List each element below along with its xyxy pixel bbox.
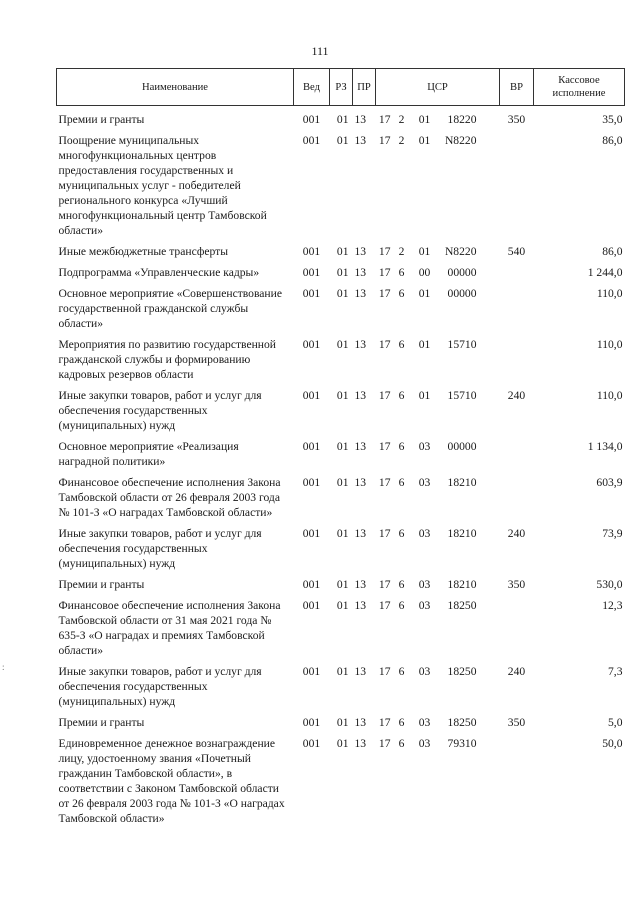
row-name: Основное мероприятие «Реализация наградной политики» <box>58 440 239 468</box>
table-row <box>57 133 625 244</box>
row-csr <box>376 106 500 134</box>
row-vr: 350 <box>507 716 526 729</box>
row-ved: 001 <box>302 578 321 591</box>
table-row <box>57 526 625 577</box>
csr-part: 03 <box>418 578 431 591</box>
row-pr: 13 <box>354 266 367 279</box>
csr-part: 17 <box>378 737 391 750</box>
row-vr <box>500 598 534 664</box>
row-sum: 86,0 <box>602 245 623 258</box>
csr-part: 2 <box>398 113 405 126</box>
csr-part: 00 <box>418 266 431 279</box>
row-rz: 01 <box>336 665 349 678</box>
csr-part: 17 <box>378 134 391 147</box>
csr-part: 18250 <box>447 716 477 729</box>
table-header <box>57 69 625 106</box>
csr-part: 01 <box>418 134 431 147</box>
row-pr: 13 <box>354 389 367 402</box>
row-vr: 240 <box>507 527 526 540</box>
row-csr <box>376 337 500 388</box>
csr-code <box>376 244 500 259</box>
header-vr: ВР <box>500 69 534 106</box>
csr-code <box>376 664 500 679</box>
csr-part: N8220 <box>444 245 477 258</box>
csr-part: 01 <box>418 389 431 402</box>
row-rz: 01 <box>336 716 349 729</box>
row-csr <box>376 265 500 286</box>
row-ved: 001 <box>302 665 321 678</box>
row-rz: 01 <box>336 266 349 279</box>
row-rz: 01 <box>336 338 349 351</box>
row-vr: 350 <box>507 113 526 126</box>
csr-code <box>376 598 500 613</box>
csr-part: 15710 <box>447 389 477 402</box>
csr-part: 2 <box>398 245 405 258</box>
row-sum: 110,0 <box>596 389 623 402</box>
row-pr: 13 <box>354 440 367 453</box>
row-csr <box>376 736 500 832</box>
header-csr: ЦСР <box>376 69 500 106</box>
csr-part: 17 <box>378 113 391 126</box>
row-sum: 50,0 <box>602 737 623 750</box>
row-name: Финансовое обеспечение исполнения Закона Тамбовской области от 31 мая 2021 года № 635-З «О наградах и премиях Тамбовской области» <box>58 599 281 657</box>
row-name: Премии и гранты <box>58 716 145 729</box>
csr-part: 6 <box>398 716 405 729</box>
row-sum: 7,3 <box>608 665 623 678</box>
table-row <box>57 286 625 337</box>
csr-part: 17 <box>378 338 391 351</box>
row-name: Мероприятия по развитию государственной гражданской службы и формированию кадровых резервов области <box>58 338 276 381</box>
row-name: Поощрение муниципальных многофункциональных центров предоставления государственных и муниципальных услуг - победителей регионального конкурса «Лучший многофункциональный центр Тамбовской области» <box>58 134 267 237</box>
table-row <box>57 664 625 715</box>
row-name: Подпрограмма «Управленческие кадры» <box>58 266 260 279</box>
row-sum: 530,0 <box>596 578 623 591</box>
csr-code <box>376 388 500 403</box>
csr-part: 03 <box>418 527 431 540</box>
row-ved: 001 <box>302 338 321 351</box>
row-rz: 01 <box>336 440 349 453</box>
csr-part: 6 <box>398 440 405 453</box>
row-vr <box>500 265 534 286</box>
header-rz: РЗ <box>330 69 353 106</box>
header-ved: Вед <box>294 69 330 106</box>
row-sum: 110,0 <box>596 287 623 300</box>
csr-code <box>376 133 500 148</box>
row-rz: 01 <box>336 527 349 540</box>
csr-part: 03 <box>418 476 431 489</box>
row-sum: 1 244,0 <box>587 266 623 279</box>
csr-part: 6 <box>398 665 405 678</box>
csr-part: 01 <box>418 338 431 351</box>
csr-part: N8220 <box>444 134 477 147</box>
row-ved: 001 <box>302 134 321 147</box>
row-vr <box>500 736 534 832</box>
table-row <box>57 598 625 664</box>
row-name: Единовременное денежное вознаграждение лицу, удостоенному звания «Почетный гражданин Тамбовской области», в соответствии с Законом Тамбовской области от 26 февраля 2003 года № 101-З «О наградах Тамбовской области» <box>58 737 285 825</box>
header-pr: ПР <box>353 69 376 106</box>
row-csr <box>376 598 500 664</box>
csr-part: 6 <box>398 389 405 402</box>
row-pr: 13 <box>354 338 367 351</box>
row-rz: 01 <box>336 578 349 591</box>
row-sum: 86,0 <box>602 134 623 147</box>
csr-part: 17 <box>378 440 391 453</box>
row-name: Премии и гранты <box>58 578 145 591</box>
csr-part: 01 <box>418 287 431 300</box>
row-sum: 12,3 <box>602 599 623 612</box>
csr-code <box>376 265 500 280</box>
row-rz: 01 <box>336 134 349 147</box>
row-rz: 01 <box>336 287 349 300</box>
csr-part: 6 <box>398 578 405 591</box>
row-ved: 001 <box>302 737 321 750</box>
row-rz: 01 <box>336 599 349 612</box>
csr-part: 6 <box>398 287 405 300</box>
row-csr <box>376 526 500 577</box>
row-vr <box>500 475 534 526</box>
table-row <box>57 715 625 736</box>
row-rz: 01 <box>336 476 349 489</box>
row-csr <box>376 439 500 475</box>
row-csr <box>376 388 500 439</box>
row-vr <box>500 439 534 475</box>
table-row <box>57 577 625 598</box>
row-ved: 001 <box>302 266 321 279</box>
row-pr: 13 <box>354 113 367 126</box>
row-sum: 110,0 <box>596 338 623 351</box>
csr-code <box>376 286 500 301</box>
csr-code <box>376 577 500 592</box>
table-body <box>57 106 625 833</box>
csr-part: 17 <box>378 287 391 300</box>
row-name: Иные закупки товаров, работ и услуг для обеспечения государственных (муниципальных) нужд <box>58 665 262 708</box>
row-name: Иные закупки товаров, работ и услуг для обеспечения государственных (муниципальных) нужд <box>58 527 262 570</box>
row-vr <box>500 286 534 337</box>
csr-part: 03 <box>418 599 431 612</box>
csr-part: 18250 <box>447 665 477 678</box>
csr-code <box>376 526 500 541</box>
csr-part: 6 <box>398 476 405 489</box>
csr-part: 18210 <box>447 527 477 540</box>
row-pr: 13 <box>354 287 367 300</box>
row-vr <box>500 133 534 244</box>
row-ved: 001 <box>302 389 321 402</box>
row-csr <box>376 133 500 244</box>
row-ved: 001 <box>302 113 321 126</box>
margin-mark: : <box>2 662 5 672</box>
csr-part: 6 <box>398 338 405 351</box>
csr-part: 03 <box>418 665 431 678</box>
table-row <box>57 736 625 832</box>
csr-part: 18250 <box>447 599 477 612</box>
row-csr <box>376 286 500 337</box>
csr-part: 03 <box>418 440 431 453</box>
row-pr: 13 <box>354 665 367 678</box>
table-row <box>57 475 625 526</box>
row-ved: 001 <box>302 716 321 729</box>
row-rz: 01 <box>336 113 349 126</box>
table-row <box>57 439 625 475</box>
header-name: Наименование <box>57 69 294 106</box>
csr-code <box>376 337 500 352</box>
csr-part: 18220 <box>447 113 477 126</box>
row-sum: 5,0 <box>608 716 623 729</box>
csr-part: 18210 <box>447 476 477 489</box>
csr-part: 6 <box>398 266 405 279</box>
row-sum: 603,9 <box>596 476 623 489</box>
csr-part: 6 <box>398 737 405 750</box>
row-rz: 01 <box>336 389 349 402</box>
row-vr <box>500 337 534 388</box>
row-pr: 13 <box>354 245 367 258</box>
row-ved: 001 <box>302 599 321 612</box>
row-rz: 01 <box>336 737 349 750</box>
row-sum: 73,9 <box>602 527 623 540</box>
row-name: Финансовое обеспечение исполнения Закона Тамбовской области от 26 февраля 2003 года № 101-З «О наградах Тамбовской области» <box>58 476 281 519</box>
row-vr: 240 <box>507 665 526 678</box>
csr-part: 03 <box>418 716 431 729</box>
table-row <box>57 265 625 286</box>
row-pr: 13 <box>354 527 367 540</box>
row-name: Иные закупки товаров, работ и услуг для обеспечения государственных (муниципальных) нужд <box>58 389 262 432</box>
csr-part: 03 <box>418 737 431 750</box>
row-ved: 001 <box>302 245 321 258</box>
csr-part: 17 <box>378 476 391 489</box>
row-ved: 001 <box>302 527 321 540</box>
csr-part: 01 <box>418 245 431 258</box>
csr-part: 17 <box>378 599 391 612</box>
table-row <box>57 388 625 439</box>
csr-part: 6 <box>398 599 405 612</box>
row-pr: 13 <box>354 737 367 750</box>
csr-part: 00000 <box>447 440 477 453</box>
csr-part: 15710 <box>447 338 477 351</box>
row-csr <box>376 577 500 598</box>
csr-part: 17 <box>378 389 391 402</box>
budget-table <box>56 68 625 832</box>
row-csr <box>376 715 500 736</box>
page-number: 111 <box>311 44 329 58</box>
csr-part: 17 <box>378 578 391 591</box>
row-vr: 240 <box>507 389 526 402</box>
row-sum: 35,0 <box>602 113 623 126</box>
row-csr <box>376 244 500 265</box>
row-vr: 350 <box>507 578 526 591</box>
row-vr: 540 <box>507 245 526 258</box>
row-pr: 13 <box>354 134 367 147</box>
csr-code <box>376 439 500 454</box>
row-name: Основное мероприятие «Совершенствование государственной гражданской службы области» <box>58 287 282 330</box>
csr-part: 17 <box>378 527 391 540</box>
row-csr <box>376 475 500 526</box>
table-row <box>57 106 625 134</box>
csr-part: 17 <box>378 716 391 729</box>
row-pr: 13 <box>354 578 367 591</box>
row-ved: 001 <box>302 476 321 489</box>
row-name: Премии и гранты <box>58 113 145 126</box>
header-sum: Кассовое исполнение <box>534 69 625 106</box>
row-pr: 13 <box>354 476 367 489</box>
csr-part: 17 <box>378 266 391 279</box>
row-sum: 1 134,0 <box>587 440 623 453</box>
csr-part: 6 <box>398 527 405 540</box>
csr-code <box>376 715 500 730</box>
csr-part: 17 <box>378 245 391 258</box>
csr-part: 17 <box>378 665 391 678</box>
row-pr: 13 <box>354 716 367 729</box>
csr-code <box>376 475 500 490</box>
table-row <box>57 244 625 265</box>
row-rz: 01 <box>336 245 349 258</box>
csr-part: 01 <box>418 113 431 126</box>
csr-part: 18210 <box>447 578 477 591</box>
csr-code <box>376 736 500 751</box>
csr-part: 79310 <box>447 737 477 750</box>
row-ved: 001 <box>302 287 321 300</box>
row-name: Иные межбюджетные трансферты <box>58 245 229 258</box>
table-row <box>57 337 625 388</box>
csr-code <box>376 112 500 127</box>
csr-part: 00000 <box>447 287 477 300</box>
csr-part: 2 <box>398 134 405 147</box>
row-csr <box>376 664 500 715</box>
csr-part: 00000 <box>447 266 477 279</box>
row-pr: 13 <box>354 599 367 612</box>
row-ved: 001 <box>302 440 321 453</box>
